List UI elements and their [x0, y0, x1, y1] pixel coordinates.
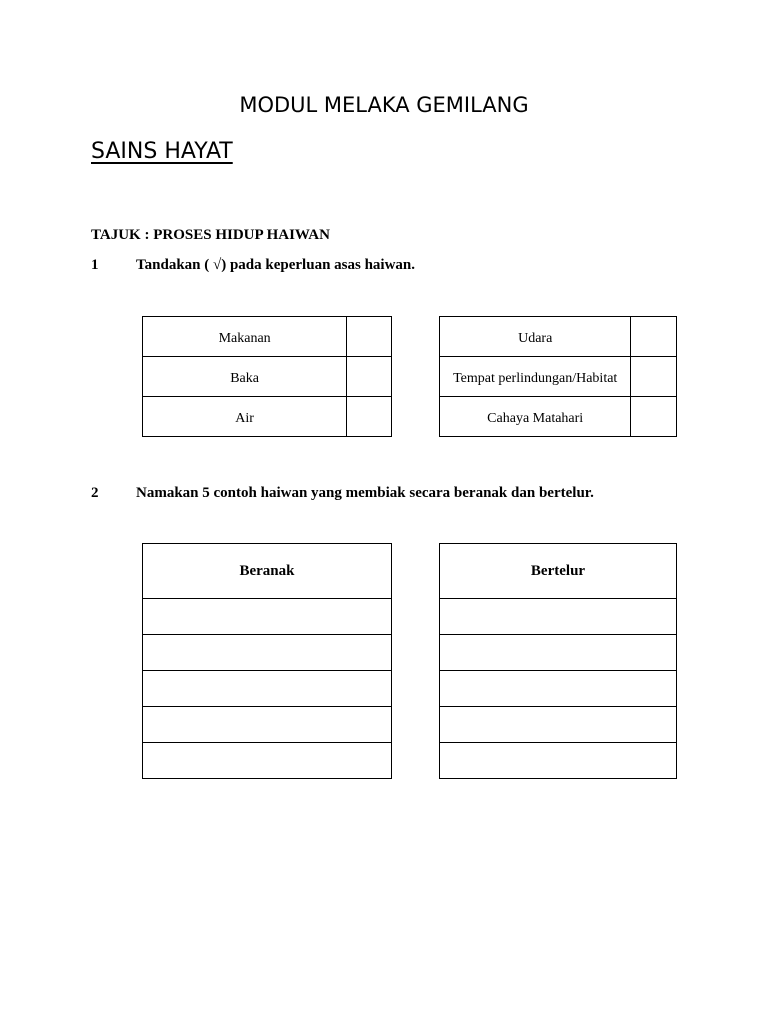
checkbox-cell[interactable]	[347, 397, 392, 437]
table-row	[440, 397, 677, 437]
checkbox-cell[interactable]	[347, 357, 392, 397]
checkbox-cell[interactable]	[631, 357, 677, 397]
answer-cell[interactable]	[440, 599, 677, 635]
table-row	[440, 357, 677, 397]
question-2-number: 2	[91, 485, 99, 501]
table-row	[143, 707, 392, 743]
need-label: Tempat perlindungan/Habitat	[440, 357, 631, 397]
table-row	[440, 743, 677, 779]
need-label: Udara	[440, 317, 631, 357]
table-row	[143, 357, 392, 397]
checkbox-cell[interactable]	[347, 317, 392, 357]
checkbox-cell[interactable]	[631, 397, 677, 437]
table-header-row	[440, 544, 677, 599]
checkbox-cell[interactable]	[631, 317, 677, 357]
subject-heading: SAINS HAYAT	[91, 139, 233, 164]
answer-cell[interactable]	[143, 743, 392, 779]
answer-cell[interactable]	[440, 707, 677, 743]
need-label: Baka	[143, 357, 347, 397]
need-label: Cahaya Matahari	[440, 397, 631, 437]
table-row	[143, 599, 392, 635]
table-row	[440, 707, 677, 743]
bertelur-table	[439, 543, 677, 779]
beranak-header: Beranak	[143, 544, 392, 599]
topic-heading: TAJUK : PROSES HIDUP HAIWAN	[91, 227, 330, 243]
answer-cell[interactable]	[143, 635, 392, 671]
table-row	[143, 635, 392, 671]
basic-needs-table-left	[142, 316, 392, 437]
answer-cell[interactable]	[143, 599, 392, 635]
answer-cell[interactable]	[143, 707, 392, 743]
answer-cell[interactable]	[440, 635, 677, 671]
document-title: MODUL MELAKA GEMILANG	[239, 93, 529, 117]
table-header-row	[143, 544, 392, 599]
table-row	[143, 397, 392, 437]
basic-needs-table-right	[439, 316, 677, 437]
bertelur-header: Bertelur	[440, 544, 677, 599]
question-2-text: Namakan 5 contoh haiwan yang membiak secara beranak dan bertelur.	[136, 485, 594, 501]
answer-cell[interactable]	[440, 671, 677, 707]
table-row	[143, 671, 392, 707]
table-row	[440, 599, 677, 635]
table-row	[143, 317, 392, 357]
answer-cell[interactable]	[143, 671, 392, 707]
beranak-table	[142, 543, 392, 779]
question-1-text: Tandakan ( √) pada keperluan asas haiwan.	[136, 257, 416, 273]
answer-cell[interactable]	[440, 743, 677, 779]
need-label: Makanan	[143, 317, 347, 357]
question-1-number: 1	[91, 257, 99, 273]
table-row	[440, 671, 677, 707]
need-label: Air	[143, 397, 347, 437]
table-row	[143, 743, 392, 779]
table-row	[440, 635, 677, 671]
table-row	[440, 317, 677, 357]
